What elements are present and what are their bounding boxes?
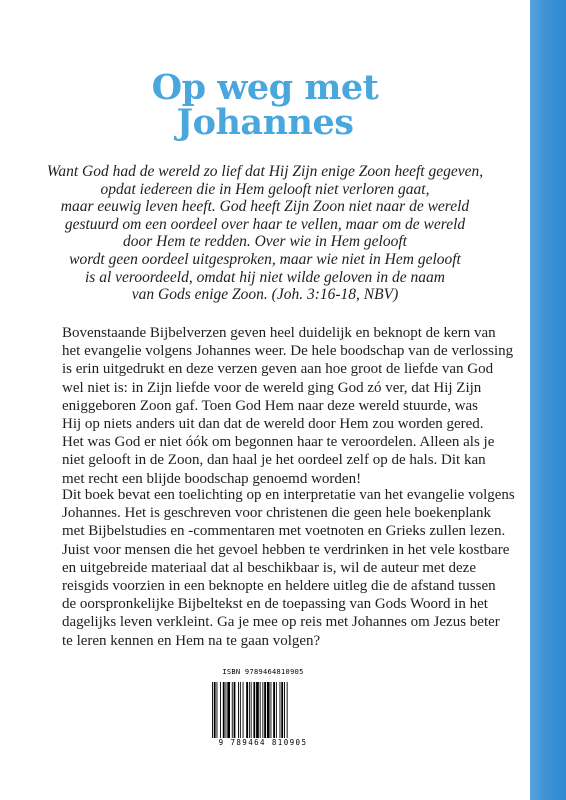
paragraph-line: niet gelooft in de Zoon, dan haal je het oordeel zelf op de hals. Dit kan (62, 452, 486, 469)
paragraph-line: met Bijbelstudies en -commentaren met voetnoten en Grieks zullen lezen. (62, 523, 506, 540)
paragraph-line: wel niet is: in Zijn liefde voor de wereld ging God zó ver, dat Hij Zijn (62, 379, 482, 396)
barcode-bar (223, 682, 225, 738)
paragraph-line: dagelijks leven verkleint. Ga je mee op reis met Johannes om Jezus beter (62, 614, 500, 631)
barcode-bar (217, 682, 218, 738)
barcode-bar (243, 682, 244, 738)
barcode-bar (267, 682, 270, 738)
bible-quote (30, 163, 500, 304)
paragraph-line: te leren kennen en Hem na te gaan volgen? (62, 632, 321, 649)
isbn-barcode (208, 668, 318, 752)
paragraph-line: Hij op niets anders uit dan dat de wereld door Hem zou worden gered. (62, 416, 484, 433)
book-title (0, 67, 530, 143)
barcode-bar (262, 682, 263, 738)
barcode-bar (249, 682, 250, 738)
barcode-bar (220, 682, 221, 738)
barcode-bar (264, 682, 266, 738)
paragraph-line: Johannes. Het is geschreven voor christenen die geen hele boekenplank (62, 505, 492, 522)
barcode-bar (240, 682, 241, 738)
paragraph-line: Het was God er niet óók om begonnen haar te veroordelen. Alleen als je (62, 434, 495, 451)
barcode-bar (214, 682, 216, 738)
paragraph-line: met recht een blijde boodschap genoemd worden! (62, 470, 362, 487)
spine-blue-band (530, 0, 566, 800)
barcode-bar (276, 682, 277, 738)
paragraph-line: is erin uitgedrukt en deze verzen geven aan hoe groot de liefde van God (62, 361, 494, 378)
barcode-bar (227, 682, 230, 738)
quote-line: Want God had de wereld zo lief dat Hij Zijn enige Zoon heeft gegeven, (46, 163, 484, 180)
barcode-bar (273, 682, 275, 738)
quote-line: van Gods enige Zoon. (Joh. 3:16-18, NBV) (131, 286, 399, 304)
barcode-bar (238, 682, 239, 738)
quote-line: gestuurd om een oordeel over haar te vellen, maar om de wereld (64, 215, 466, 233)
barcode-bars (210, 682, 316, 738)
barcode-bar (246, 682, 248, 738)
paragraph-line: reisgids voorzien in een beknopte en heldere uitleg die de afstand tussen (62, 578, 496, 595)
barcode-bar (284, 682, 285, 738)
barcode-bar (226, 682, 227, 738)
ean-digits: 9 789464 810905 (218, 738, 308, 747)
quote-line: maar eeuwig leven heeft. God heeft Zijn Zoon niet naar de wereld (60, 198, 470, 216)
quote-line: wordt geen oordeel uitgesproken, maar wie niet in Hem gelooft (69, 250, 461, 268)
blurb-paragraph-2 (62, 486, 515, 650)
paragraph-line: en uitgebreide materiaal dat al beschikbaar is, wil de auteur met deze (62, 559, 476, 576)
barcode-bar (232, 682, 233, 738)
paragraph-line: de oorspronkelijke Bijbeltekst en de toepassing van Gods Woord in het (62, 596, 488, 613)
barcode-bar (271, 682, 272, 738)
title-line: Op weg met (151, 67, 379, 108)
isbn-label: ISBN 9789464810905 (222, 668, 304, 676)
blurb-paragraph-1 (62, 324, 514, 488)
barcode-bar (212, 682, 213, 738)
barcode-bar (256, 682, 259, 738)
paragraph-line: eniggeboren Zoon gaf. Toen God Hem naar deze wereld stuurde, was (62, 397, 479, 414)
barcode-bar (281, 682, 283, 738)
paragraph-line: Juist voor mensen die het gevoel hebben te verdrinken in het vele kostbare (62, 541, 510, 558)
barcode-bar (251, 682, 252, 738)
barcode-bar (253, 682, 255, 738)
barcode-bar (287, 682, 288, 738)
paragraph-line: Dit boek bevat een toelichting op en interpretatie van het evangelie volgens (62, 487, 515, 503)
paragraph-line: het evangelie volgens Johannes weer. De hele boodschap van de verlossing (62, 343, 514, 360)
quote-line: opdat iedereen die in Hem gelooft niet verloren gaat, (100, 180, 430, 198)
quote-line: is al veroordeeld, omdat hij niet wilde geloven in de naam (84, 268, 446, 286)
barcode-bar (260, 682, 261, 738)
paragraph-line: Bovenstaande Bijbelverzen geven heel duidelijk en beknopt de kern van (62, 325, 496, 341)
quote-line: door Hem te redden. Over wie in Hem gelooft (123, 233, 407, 251)
barcode-bar (234, 682, 236, 738)
barcode-bar (280, 682, 281, 738)
title-line: Johannes (176, 102, 354, 143)
